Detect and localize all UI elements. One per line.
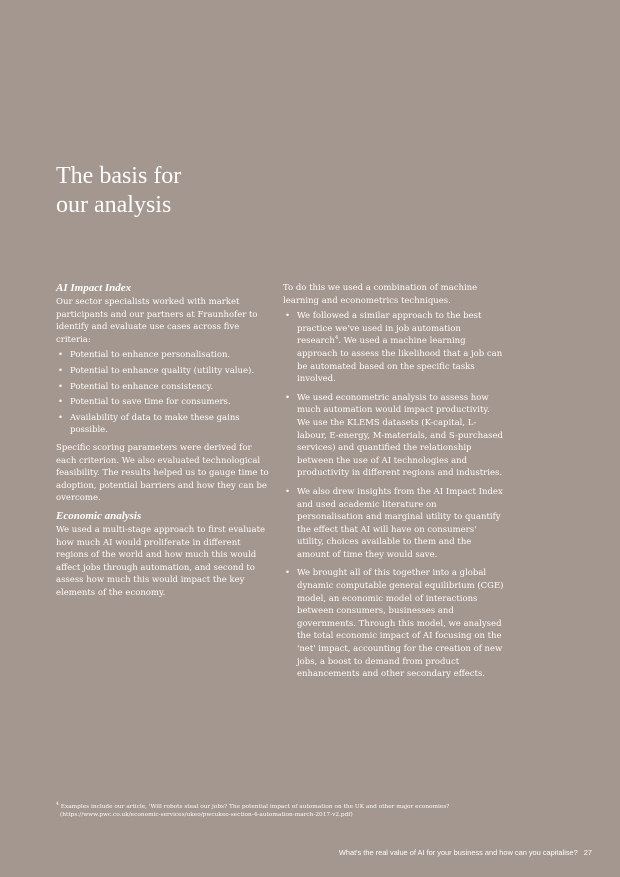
methods-item-text: We followed a similar approach to the best practice we've used in job automation research — [297, 311, 482, 347]
footnote-url: (https://www.pwc.co.uk/economic-services/ukeo/pwcukeo-section-4-automation-march-2017-v2.pdf) — [60, 812, 353, 818]
methods-item: • We brought all of this together into a global dynamic computable general equilibrium (CGE) model, an economic model of interactions between consumers, businesses and governments. Through this model, we analysed the total economic impact of AI focusing on the 'net' impact, accounting for the creation of new jobs, a boost to demand from product enhancements and other secondary effects. — [283, 567, 505, 680]
footnote-reference: 4 — [334, 335, 339, 342]
methods-item: • We also drew insights from the AI Impact Index and used academic literature on personalisation and marginal utility to quantify the effect that AI will have on consumers' utility, choices available to them and the amount of time they would save. — [283, 486, 505, 562]
footnote — [56, 803, 576, 819]
page-title — [56, 162, 356, 220]
criteria-item: • Potential to enhance quality (utility value). — [56, 365, 274, 378]
criteria-item: • Potential to save time for consumers. — [56, 396, 274, 409]
methods-item: • We used econometric analysis to assess how much automation would impact productivity. We use the KLEMS datasets (K-capital, L-labour, E-energy, M-materials, and S-purchased services) and quantified the relationship between the use of AI technologies and productivity in different regions and industries. — [283, 392, 505, 480]
footer-text: What's the real value of AI for your business and how can you capitalise? — [338, 848, 578, 857]
criteria-list — [56, 349, 274, 437]
criteria-item: • Potential to enhance personalisation. — [56, 349, 274, 362]
footnote-line-1 — [56, 803, 576, 811]
page-title-line-2: our analysis — [56, 192, 172, 218]
left-column — [56, 282, 274, 599]
footnote-text: Examples include our article, 'Will robots steal our jobs? The potential impact of automation on the UK and other major economies? — [60, 804, 450, 810]
methods-item — [283, 310, 505, 386]
page-footer — [339, 848, 592, 857]
footnote-mark: 4 — [56, 802, 59, 808]
methods-item-text: . We used a machine learning approach to assess the likelihood that a job can be automated based on the specific tasks involved. — [297, 336, 503, 385]
scoring-paragraph: Specific scoring parameters were derived for each criterion. We also evaluated technological feasibility. The results helped us to gauge time to adoption, potential barriers and how they can be overcome. — [56, 442, 269, 504]
ai-impact-index-intro: Our sector specialists worked with market participants and our partners at Fraunhofer to identify and evaluate use cases across five criteria: — [56, 297, 258, 345]
page-number: 27 — [583, 848, 592, 857]
methods-intro: To do this we used a combination of machine learning and econometrics techniques. — [283, 283, 478, 306]
right-column — [283, 282, 505, 687]
ai-impact-index-heading: AI Impact Index — [56, 282, 132, 294]
page-title-line-1: The basis for — [56, 163, 182, 189]
criteria-item: • Availability of data to make these gains possible. — [56, 412, 274, 437]
criteria-item: • Potential to enhance consistency. — [56, 381, 274, 394]
economic-analysis-heading: Economic analysis — [56, 509, 142, 522]
economic-analysis-body: We used a multi-stage approach to first evaluate how much AI would proliferate in different regions of the world and how much this would affect jobs through automation, and second to assess how much this would impact the key elements of the economy. — [56, 524, 266, 598]
methods-list — [283, 310, 505, 681]
